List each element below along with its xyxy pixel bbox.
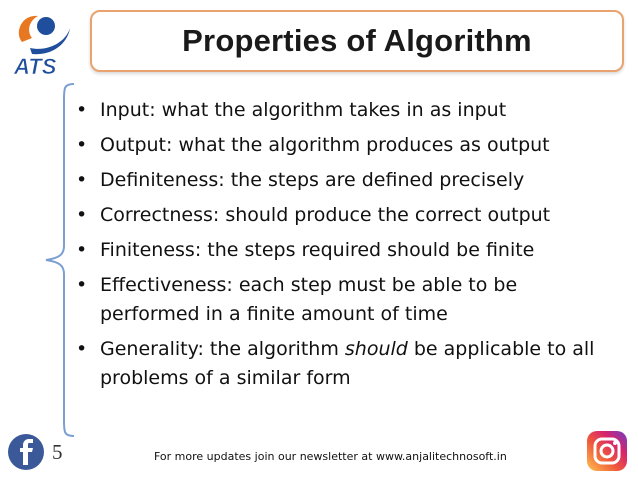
left-bracket <box>38 82 78 442</box>
emphasis-should: should <box>344 338 408 360</box>
bullet-generality: • Generality: the algorithm should be applicable to all problems of a similar form <box>76 338 595 389</box>
facebook-icon[interactable] <box>8 434 44 470</box>
footer-newsletter: For more updates join our newsletter at www.anjalitechnosoft.in <box>154 450 507 463</box>
bullet-input: • Input: what the algorithm takes in as input <box>76 99 507 121</box>
bullet-effectiveness: • Effectiveness: each step must be able to be performed in a finite amount of time <box>76 274 518 325</box>
instagram-icon[interactable] <box>586 430 628 472</box>
bullet-list <box>74 96 614 399</box>
slide-title: Properties of Algorithm <box>182 23 532 58</box>
logo-text: ATS <box>14 54 57 79</box>
slide-number: 5 <box>52 440 63 464</box>
bullet-finiteness: • Finiteness: the steps required should be finite <box>76 239 535 261</box>
ats-logo-icon <box>8 8 80 80</box>
bullet-output: • Output: what the algorithm produces as output <box>76 134 550 156</box>
bullet-definiteness: • Definiteness: the steps are defined precisely <box>76 169 525 191</box>
title-box <box>90 10 624 72</box>
bullet-correctness: • Correctness: should produce the correct output <box>76 204 551 226</box>
